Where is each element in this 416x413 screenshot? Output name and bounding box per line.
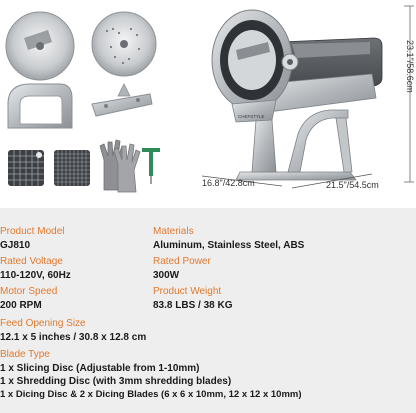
product-model-value: GJ810 [0, 240, 31, 251]
product-model-label: Product Model [0, 226, 65, 237]
rated-voltage-value: 110-120V, 60Hz [0, 270, 71, 281]
motor-speed-label: Motor Speed [0, 286, 58, 297]
materials-value: Aluminum, Stainless Steel, ABS [153, 240, 305, 251]
blade-type-line: 1 x Slicing Disc (Adjustable from 1-10mm) [0, 363, 200, 374]
motor-speed-value: 200 RPM [0, 300, 42, 311]
product-image-area [0, 0, 416, 205]
dicing-guard-image [8, 84, 72, 128]
depth-dimension-label: 16.8"/42.8cm [202, 178, 255, 188]
blade-type-label: Blade Type [0, 349, 50, 360]
dicing-grid-large-image [8, 150, 44, 186]
feed-opening-label: Feed Opening Size [0, 318, 86, 329]
cut-resistant-gloves-image [100, 140, 140, 192]
product-illustration [0, 0, 416, 205]
materials-label: Materials [153, 226, 194, 237]
dicing-grid-small-image [54, 150, 90, 186]
specifications-panel [0, 208, 416, 413]
feed-opening-value: 12.1 x 5 inches / 30.8 x 12.8 cm [0, 332, 147, 343]
hex-key-image [142, 148, 160, 184]
rated-power-label: Rated Power [153, 256, 211, 267]
height-dimension-label: 23.1"/58.6cm [405, 40, 415, 93]
shredding-disc-image [92, 12, 156, 76]
blade-type-line: 1 x Shredding Disc (with 3mm shredding blades) [0, 376, 232, 387]
rated-voltage-label: Rated Voltage [0, 256, 63, 267]
rated-power-value: 300W [153, 270, 180, 281]
dicing-blade-image [92, 84, 152, 116]
blade-type-line: 1 x Dicing Disc & 2 x Dicing Blades (6 x 6 x 10mm, 12 x 12 x 10mm) [0, 389, 302, 400]
brand-mark: CHEFSTYLE [238, 114, 265, 119]
product-weight-value: 83.8 LBS / 38 KG [153, 300, 233, 311]
product-weight-label: Product Weight [153, 286, 222, 297]
width-dimension-label: 21.5"/54.5cm [326, 180, 379, 190]
vegetable-cutter-machine-image [212, 10, 382, 180]
slicing-disc-image [6, 12, 74, 80]
